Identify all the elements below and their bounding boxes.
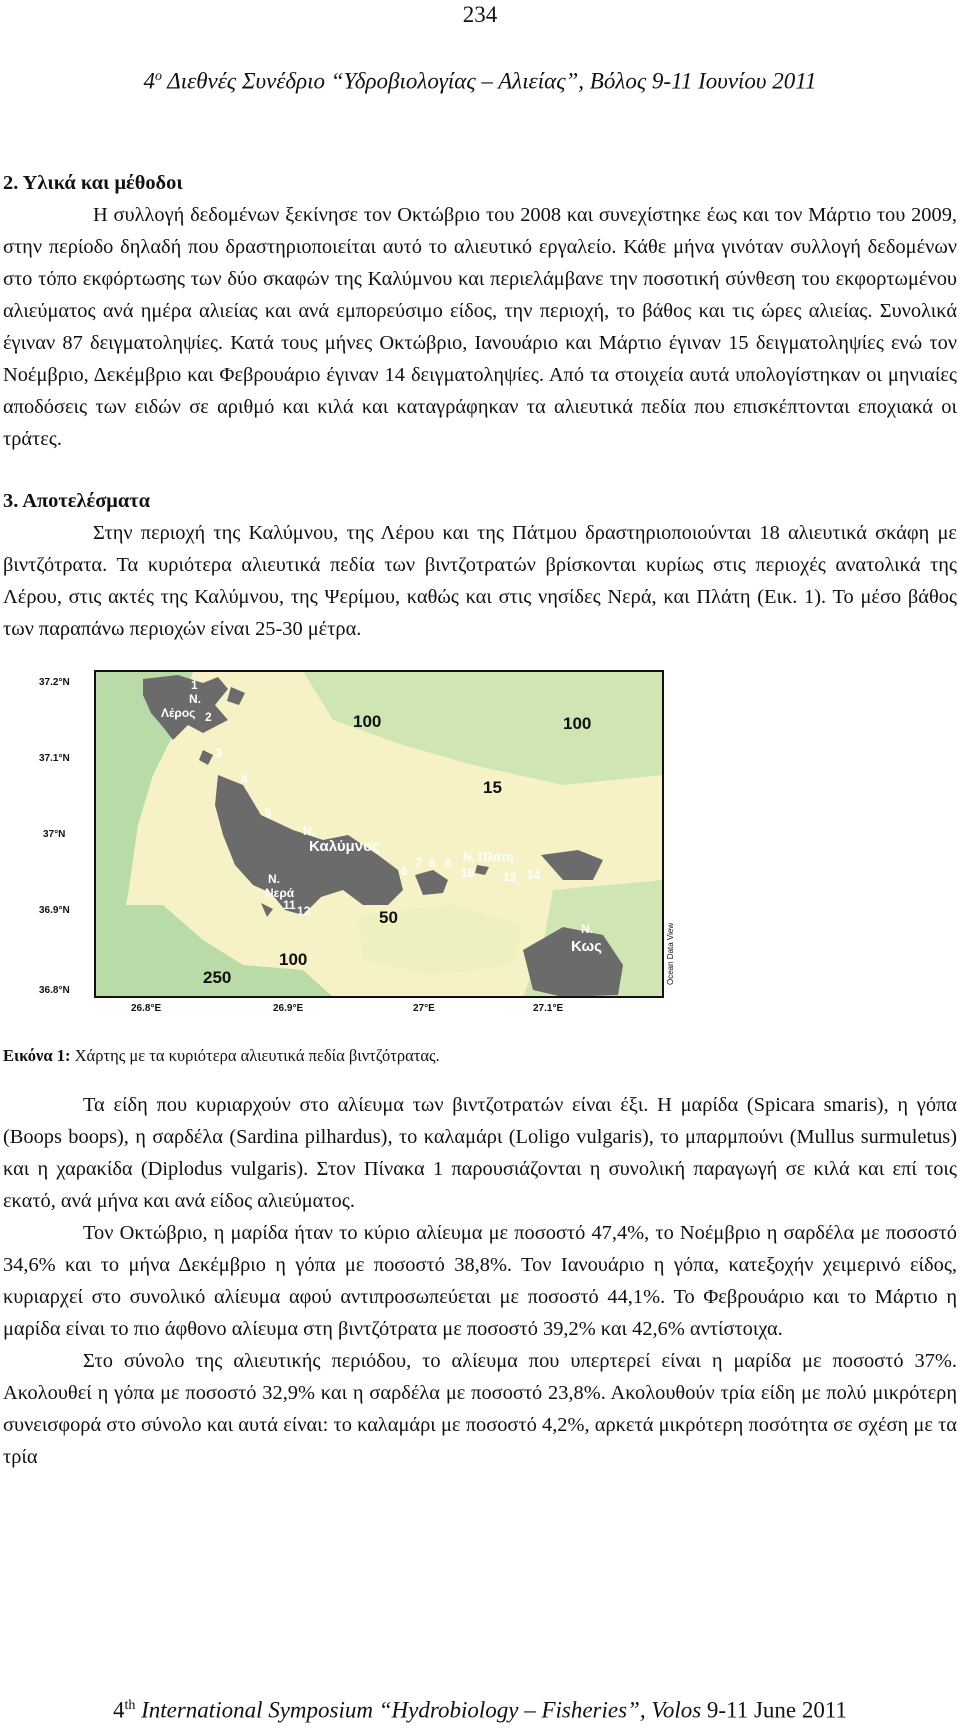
season-paragraph: Στο σύνολο της αλιευτικής περιόδου, το αλίευμα που υπερτερεί είναι η μαρίδα με ποσοστό 37%. Ακολουθεί η γόπα με ποσοστό 32,9% και η σαρδέλα με ποσοστό 23,8%. Ακολουθούν τρία είδη με πολύ μικρότερη συνεισφορά στο σύνολο και αυτά είναι: το καλαμάρι με ποσοστό 4,2%, αρκετά μικρότερη ποσότητα σε σχέση με τα τρία <box>3 1350 957 1468</box>
running-header <box>0 62 960 97</box>
station-number: 14 <box>527 868 541 882</box>
depth-label: 50 <box>379 908 398 927</box>
lon-label: 26.9°E <box>273 1003 304 1014</box>
header-text: Διεθνές Συνέδριο “Υδροβιολογίας – Αλιείας”, Βόλος 9-11 Ιουνίου 2011 <box>161 68 817 94</box>
footer-text-plain: 9-11 June 2011 <box>701 1697 848 1723</box>
station-number: 8 <box>429 856 436 870</box>
station-number: 4 <box>241 772 248 786</box>
lat-label: 37.1°N <box>39 753 70 764</box>
station-number: 6 <box>401 864 408 878</box>
methods-paragraph: Η συλλογή δεδομένων ξεκίνησε τον Οκτώβριο του 2008 και συνεχίστηκε έως και τον Μάρτιο του 2009, στην περίοδο δηλαδή που δραστηριοποιείται αυτό το αλιευτικό εργαλείο. Κάθε μήνα γινόταν συλλογή δεδομένων στο τόπο εκφόρτωσης των δύο σκαφών της Καλύμνου και περιελάμβανε την ποσοτική σύνθεση του εκφορτωμένου αλιεύματος ανά ημέρα αλιείας και ανά εμπορεύσιμο είδος, την περιοχή, το βάθος και τις ώρες αλιείας. Συνολικά έγιναν 87 δειγματοληψίες. Κατά τους μήνες Οκτώβριο, Ιανουάριο και Μάρτιο έγιναν 15 δειγματοληψίες ενώ τον Νοέμβριο, Δεκέμβριο και Φεβρουάριο έγιναν 14 δειγματοληψίες. Από τα στοιχεία αυτά υπολογίστηκαν οι μηνιαίες αποδόσεις των ειδών σε αριθμό και κιλά και καταγράφηκαν τα αλιευτικά πεδία που επισκέπτονται εποχιακά οι τράτες. <box>3 204 957 450</box>
caption-label: Εικόνα 1: <box>3 1046 71 1065</box>
station-number: 11 <box>283 898 296 912</box>
footer-superscript: th <box>124 1698 136 1713</box>
running-footer <box>0 1690 960 1727</box>
station-number: 2 <box>205 710 212 724</box>
header-superscript: ο <box>154 69 162 84</box>
leros-n-label: Ν. <box>189 692 201 706</box>
kalymnos-n-label: Ν. <box>303 824 315 838</box>
depth-label: 250 <box>203 968 232 987</box>
caption-gap <box>3 1071 957 1089</box>
footer-number: 4 <box>112 1697 125 1723</box>
page-number: 234 <box>462 2 498 27</box>
plati-label: Ν. Πλάτη <box>463 850 514 864</box>
leros-label: Λέρος <box>161 706 196 720</box>
depth-label: 100 <box>563 714 592 733</box>
section-heading-methods: 2. Υλικά και μέθοδοι <box>3 172 183 194</box>
depth-label: 100 <box>279 950 308 969</box>
caption-text: Χάρτης με τα κυριότερα αλιευτικά πεδία βιντζότρατας. <box>70 1046 440 1065</box>
kalymnos-label: Καλύμνος <box>309 838 381 855</box>
kos-label: Κως <box>571 938 602 955</box>
results-paragraph: Στην περιοχή της Καλύμνου, της Λέρου και της Πάτμου δραστηριοποιούνται 18 αλιευτικά σκάφη με βιντζότρατα. Τα κυριότερα αλιευτικά πεδία των βιντζοτρατών βρίσκονται κυρίως στις περιοχές ανατολικά της Λέρου, στις ακτές της Καλύμνου, της Ψερίμου, καθώς και στις νησίδες Νερά, και Πλάτη (Εικ. 1). Το μέσο βάθος των παραπάνω περιοχών είναι 25-30 μέτρα. <box>3 522 957 640</box>
station-number: 10 <box>461 866 475 880</box>
nera-label: Νερά <box>265 886 295 900</box>
monthly-paragraph: Τον Οκτώβριο, η μαρίδα ήταν το κύριο αλίευμα με ποσοστό 47,4%, το Νοέμβριο η σαρδέλα με ποσοστό 34,6% και το μήνα Δεκέμβριο η γόπα με ποσοστό 38,8%. Τον Ιανουάριο η γόπα, κατεξοχήν χειμερινό είδος, κυριαρχεί στο συνολικό αλίευμα αφού αντιπροσωπεύεται με ποσοστό 44,1%. Το Φεβρουάριο και το Μάρτιο η μαρίδα είναι το πιο άφθονο αλίευμα στη βιντζότρατα με ποσοστό 39,2% και 42,6% αντίστοιχα. <box>3 1222 957 1340</box>
nera-n-label: Ν. <box>268 872 280 886</box>
station-number: 12 <box>297 904 311 918</box>
lon-label: 27°E <box>413 1003 435 1014</box>
station-number: 7 <box>415 856 422 870</box>
kos-n-label: Ν. <box>581 922 593 936</box>
lat-label: 37°N <box>43 829 66 840</box>
lat-label: 36.8°N <box>39 985 70 996</box>
station-number: 9 <box>445 856 452 870</box>
section-heading-results: 3. Αποτελέσματα <box>3 490 151 512</box>
lat-label: 37.2°N <box>39 677 70 688</box>
station-number: 5 <box>265 806 272 820</box>
section-gap <box>3 455 957 485</box>
footer-text-italic: International Symposium “Hydrobiology – Fisheries”, Volos <box>135 1697 702 1723</box>
body-column <box>3 167 957 1473</box>
fishing-grounds-map <box>3 665 957 1035</box>
station-number: 3 <box>215 746 222 760</box>
lat-label: 36.9°N <box>39 905 70 916</box>
figure-caption <box>3 1041 957 1071</box>
map-credit: Ocean Data View <box>666 922 675 985</box>
depth-label: 100 <box>353 712 382 731</box>
species-paragraph: Τα είδη που κυριαρχούν στο αλίευμα των βιντζοτρατών είναι έξι. Η μαρίδα (Spicara smaris), η γόπα (Boops boops), η σαρδέλα (Sardina pilhardus), το καλαμάρι (Loligo vulgaris), το μπαρμπούνι (Mullus surmuletus) και η χαρακίδα (Diplodus vulgaris). Στον Πίνακα 1 παρουσιάζονται η συνολική παραγωγή σε κιλά και επί τοις εκατό, ανά μήνα και ανά είδος αλιεύματος. <box>3 1094 957 1212</box>
header-number: 4 <box>143 68 155 94</box>
depth-label: 15 <box>483 778 502 797</box>
figure-map <box>3 665 957 1035</box>
lon-label: 27.1°E <box>533 1003 564 1014</box>
lon-label: 26.8°E <box>131 1003 162 1014</box>
station-number: 13 <box>503 870 517 884</box>
station-number: 1 <box>191 678 198 692</box>
